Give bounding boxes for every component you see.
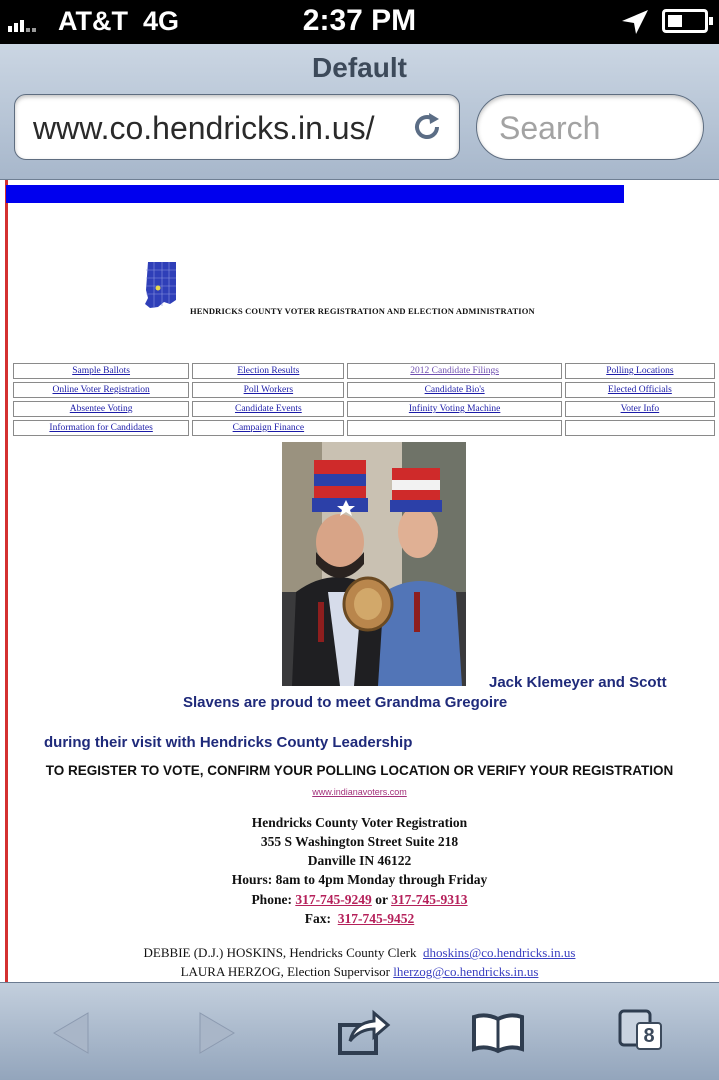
clerk-line <box>0 945 719 961</box>
photo-caption-line-3: during their visit with Hendricks County Leadership <box>44 734 413 751</box>
office-name: Hendricks County Voter Registration <box>251 815 468 830</box>
phone-or: or <box>375 892 388 907</box>
photo-caption-line-1: Jack Klemeyer and Scott <box>489 674 667 691</box>
indianavoters-link[interactable]: www.indianavoters.com <box>312 787 407 797</box>
nav-link[interactable]: Information for Candidates <box>49 423 153 433</box>
search-input[interactable] <box>476 94 704 160</box>
nav-cell <box>192 401 344 417</box>
nav-cell <box>13 420 189 436</box>
supervisor-text: LAURA HERZOG, Election Supervisor <box>180 964 390 979</box>
nav-cell <box>565 401 715 417</box>
status-time: 2:37 PM <box>302 4 417 37</box>
site-heading: HENDRICKS COUNTY VOTER REGISTRATION AND ELECTION ADMINISTRATION <box>190 306 535 316</box>
back-arrow-icon[interactable] <box>42 1003 102 1063</box>
page-title: Default <box>312 52 407 83</box>
nav-row <box>13 382 715 398</box>
nav-cell <box>192 382 344 398</box>
supervisor-line <box>0 964 719 980</box>
nav-link[interactable]: Election Results <box>237 366 300 376</box>
nav-row <box>13 401 715 417</box>
nav-link[interactable]: Infinity Voting Machine <box>408 404 501 414</box>
network-label: 4G <box>143 6 180 36</box>
share-icon[interactable] <box>332 1003 392 1063</box>
nav-link[interactable]: Candidate Bio's <box>424 385 485 395</box>
office-street: 355 S Washington Street Suite 218 <box>260 834 459 849</box>
phone-link-1[interactable]: 317-745-9249 <box>295 892 372 907</box>
browser-toolbar <box>0 982 719 1080</box>
blue-header-bar <box>6 185 624 203</box>
nav-cell <box>347 420 561 436</box>
fax-line <box>0 911 719 927</box>
browser-chrome <box>0 44 719 180</box>
tab-count-badge[interactable]: 8 <box>636 1022 662 1050</box>
register-heading: TO REGISTER TO VOTE, CONFIRM YOUR POLLING LOCATION OR VERIFY YOUR REGISTRATION <box>45 763 674 778</box>
nav-link[interactable]: Absentee Voting <box>69 404 133 414</box>
reload-icon[interactable] <box>409 109 445 145</box>
nav-cell <box>347 401 561 417</box>
address-bar-text[interactable]: www.co.hendricks.in.us/ <box>33 110 375 146</box>
fax-link[interactable]: 317-745-9452 <box>337 911 415 926</box>
nav-link[interactable]: Online Voter Registration <box>52 385 150 395</box>
nav-cell <box>13 382 189 398</box>
nav-table <box>10 360 718 439</box>
nav-link[interactable]: Elected Officials <box>607 385 672 395</box>
nav-cell <box>13 401 189 417</box>
battery-icon <box>662 9 708 33</box>
nav-cell <box>13 363 189 379</box>
nav-cell <box>347 363 561 379</box>
clerk-text: DEBBIE (D.J.) HOSKINS, Hendricks County Clerk <box>143 945 417 960</box>
forward-arrow-icon[interactable] <box>186 1003 246 1063</box>
nav-row <box>13 363 715 379</box>
nav-link[interactable]: 2012 Candidate Filings <box>410 366 499 376</box>
nav-link[interactable]: Campaign Finance <box>232 423 305 433</box>
fax-label: Fax: <box>304 911 331 926</box>
office-city: Danville IN 46122 <box>307 853 412 868</box>
address-bar[interactable] <box>14 94 460 160</box>
phone-line <box>0 892 719 908</box>
bookmarks-icon[interactable] <box>468 1003 528 1063</box>
nav-cell <box>565 382 715 398</box>
location-arrow-icon <box>620 8 650 36</box>
nav-cell <box>565 420 715 436</box>
nav-cell <box>192 363 344 379</box>
search-placeholder: Search <box>499 110 601 146</box>
phone-label: Phone: <box>251 892 292 907</box>
officials-photo <box>282 442 466 686</box>
office-hours: Hours: 8am to 4pm Monday through Friday <box>231 872 488 887</box>
nav-link[interactable]: Candidate Events <box>234 404 302 414</box>
photo-caption-line-2: Slavens are proud to meet Grandma Gregoire <box>183 694 508 711</box>
nav-link[interactable]: Polling Locations <box>606 366 674 376</box>
clerk-email-link[interactable]: dhoskins@co.hendricks.in.us <box>423 945 576 960</box>
supervisor-email-link[interactable]: lherzog@co.hendricks.in.us <box>393 964 539 979</box>
nav-cell <box>192 420 344 436</box>
status-bar <box>0 0 719 44</box>
nav-cell <box>347 382 561 398</box>
phone-link-2[interactable]: 317-745-9313 <box>391 892 468 907</box>
nav-row <box>13 420 715 436</box>
nav-link[interactable]: Voter Info <box>620 404 660 414</box>
nav-link[interactable]: Sample Ballots <box>72 366 131 376</box>
web-page <box>0 180 719 982</box>
carrier-label: AT&T 4G <box>58 6 180 36</box>
nav-link[interactable]: Poll Workers <box>243 385 294 395</box>
indiana-state-map-icon[interactable] <box>142 260 178 310</box>
nav-cell <box>565 363 715 379</box>
